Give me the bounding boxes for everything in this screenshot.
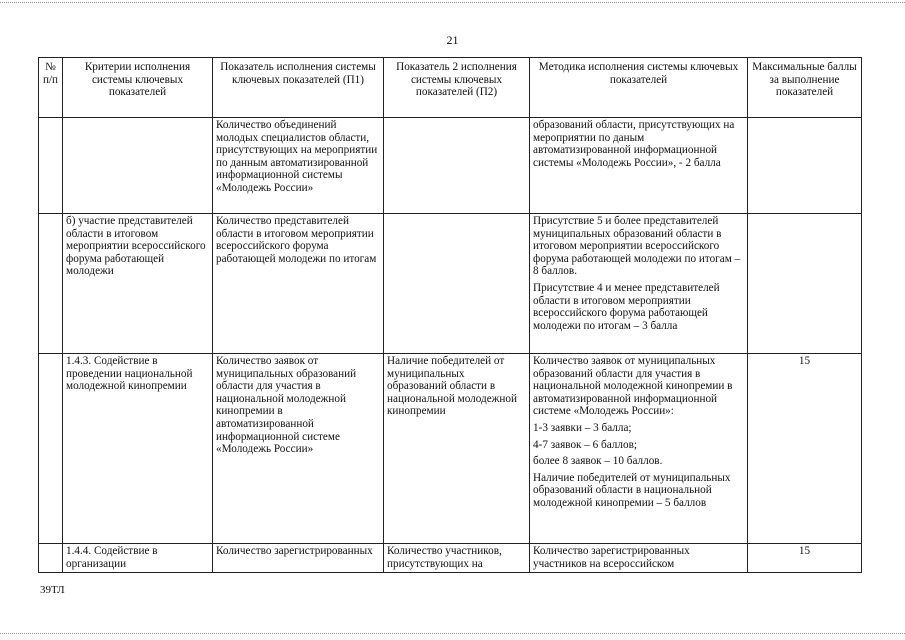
table-row (39, 354, 862, 544)
table-header-row (39, 58, 862, 118)
header-max-score: Максимальные баллы за выполнение показателей (748, 58, 862, 118)
method-paragraph: более 8 заявок – 10 баллов. (533, 455, 663, 468)
method-paragraph: Наличие победителей от муниципальных образований области в национальной молодежной кинопремии – 5 баллов (533, 471, 731, 509)
row-criteria: б) участие представителей области в итоговом мероприятии всероссийского форума работающей молодежи (63, 214, 213, 354)
row-num (39, 544, 63, 573)
table-row (39, 214, 862, 354)
method-paragraph: Присутствие 5 и более представителей муниципальных образований области в итоговом мероприятии всероссийского форума работающей молодежи по итогам – 8 баллов. (533, 215, 741, 278)
table-row (39, 118, 862, 214)
row-criteria-text: 1.4.4. Содействие в организации (66, 545, 158, 570)
row-max-score (748, 214, 862, 354)
method-paragraph: образований области, присутствующих на мероприятии по даным автоматизированной информационной системы «Молодежь России», - 2 балла (533, 119, 735, 169)
header-p1: Показатель исполнения системы ключевых показателей (П1) (213, 58, 384, 118)
footer-code: 39ТЛ (40, 584, 65, 596)
top-dotted-rule (0, 2, 905, 3)
row-num (39, 354, 63, 544)
row-p2-text: Количество участников, присутствующих на (387, 545, 502, 570)
row-p2: Наличие победителей от муниципальных образований области в национальной молодежной кинопремии (384, 354, 530, 544)
row-max-score-text: 15 (798, 545, 811, 557)
row-p1: Количество представителей области в итоговом мероприятии всероссийского форума работающей молодежи по итогам (213, 214, 384, 354)
method-paragraph: 1-3 заявки – 3 балла; (533, 421, 632, 434)
row-max-score (748, 544, 862, 573)
header-criteria: Критерии исполнения системы ключевых показателей (63, 58, 213, 118)
row-p1: Количество объединений молодых специалистов области, присутствующих на мероприятии по данным автоматизированной информационной системы «Молодежь России» (213, 118, 384, 214)
row-p2 (384, 214, 530, 354)
criteria-table (38, 57, 862, 573)
page-number: 21 (446, 33, 459, 47)
method-paragraph: 4-7 заявок – 6 баллов; (533, 438, 637, 451)
row-criteria (63, 544, 213, 573)
row-p1-text: Количество зарегистрированных (216, 545, 373, 557)
row-num (39, 214, 63, 354)
header-num: № п/п (39, 58, 63, 118)
row-method (530, 118, 748, 214)
row-max-score: 15 (748, 354, 862, 544)
row-p1: Количество заявок от муниципальных образований области для участия в национальной молодежной кинопремии в автоматизированной информационной системе «Молодежь России» (213, 354, 384, 544)
row-criteria (63, 118, 213, 214)
method-paragraph: Количество заявок от муниципальных образований области для участия в национальной молодежной кинопремии в автоматизированной информационной системе «Молодежь России»: (533, 355, 733, 418)
row-method-text: Количество зарегистрированных участников на всероссийском (533, 545, 690, 570)
bottom-dotted-rule (0, 633, 905, 634)
row-p2 (384, 544, 530, 573)
row-method (530, 214, 748, 354)
row-p1 (213, 544, 384, 573)
row-p2 (384, 118, 530, 214)
row-criteria: 1.4.3. Содействие в проведении национальной молодежной кинопремии (63, 354, 213, 544)
table-row (39, 544, 862, 573)
row-method (530, 354, 748, 544)
row-num (39, 118, 63, 214)
row-max-score (748, 118, 862, 214)
header-p2: Показатель 2 исполнения системы ключевых показателей (П2) (384, 58, 530, 118)
row-method (530, 544, 748, 573)
method-paragraph: Присутствие 4 и менее представителей области в итоговом мероприятии всероссийского форума работающей молодежи по итогам – 3 балла (533, 281, 720, 332)
header-method: Методика исполнения системы ключевых показателей (530, 58, 748, 118)
